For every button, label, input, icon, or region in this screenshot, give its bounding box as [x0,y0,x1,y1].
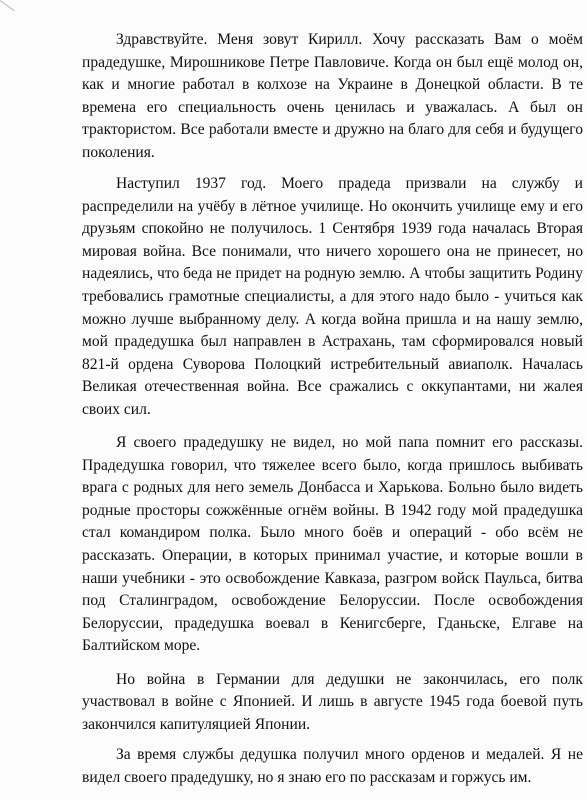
document-body [82,29,583,790]
paragraph-4: Но война в Германии для дедушки не закончилась, его полк участвовал в войне с Японией. И лишь в августе 1945 года боевой путь закончился капитуляцией Японии. [82,670,583,733]
paragraph-2: Наступил 1937 год. Моего прадеда призвали на службу и распределили на учёбу в лётное училище. Но окончить училище ему и его друзьям спокойно не получилось. 1 Сентября 1939 года началась Вторая мировая война. Все понимали, что ничего хорошего она не принесет, но надеялись, что беда не придет на родную землю. А чтобы защитить Родину требовались грамотные специалисты, а для этого надо было - учиться как можно лучше выбранному делу. А когда война пришла и на нашу землю, мой прадедушка был направлен в Астрахань, там сформировался новый 821-й ордена Суворова Полоцкий истребительный авиаполк. Началась Великая отечественная война. Все сражались с оккупантами, ни жалея своих сил. [82,175,583,418]
paragraph-5: За время службы дедушка получил много орденов и медалей. Я не видел своего прадедушку, но я знаю его по рассказам и горжусь им. [82,746,583,786]
scan-mark [0,0,15,11]
paragraph-1: Здравствуйте. Меня зовут Кирилл. Хочу рассказать Вам о моём прадедушке, Мирошникове Петре Павловиче. Когда он был ещё молод он, как и многие работал в колхозе на Украине в Донецкой области. В те времена его специальность очень ценилась и уважалась. А был он трактористом. Все работали вместе и дружно на благо для себя и будущего поколения. [82,31,583,161]
paragraph-3: Я своего прадедушку не видел, но мой папа помнит его рассказы. Прадедушка говорил, что тяжелее всего было, когда пришлось выбивать врага с родных для него земель Донбасса и Харькова. Больно было видеть родные просторы сожжённые огнём войны. В 1942 году мой прадедушка стал командиром полка. Было много боёв и операций - обо всём не рассказать. Операции, в которых принимал участие, и которые вошли в наши учебники - это освобождение Кавказа, разгром войск Паульса, битва под Сталинградом, освобождение Белоруссии. После освобождения Белоруссии, прадедушка воевал в Кенигсберге, Гданьске, Елгаве на Балтийском море. [82,434,583,655]
